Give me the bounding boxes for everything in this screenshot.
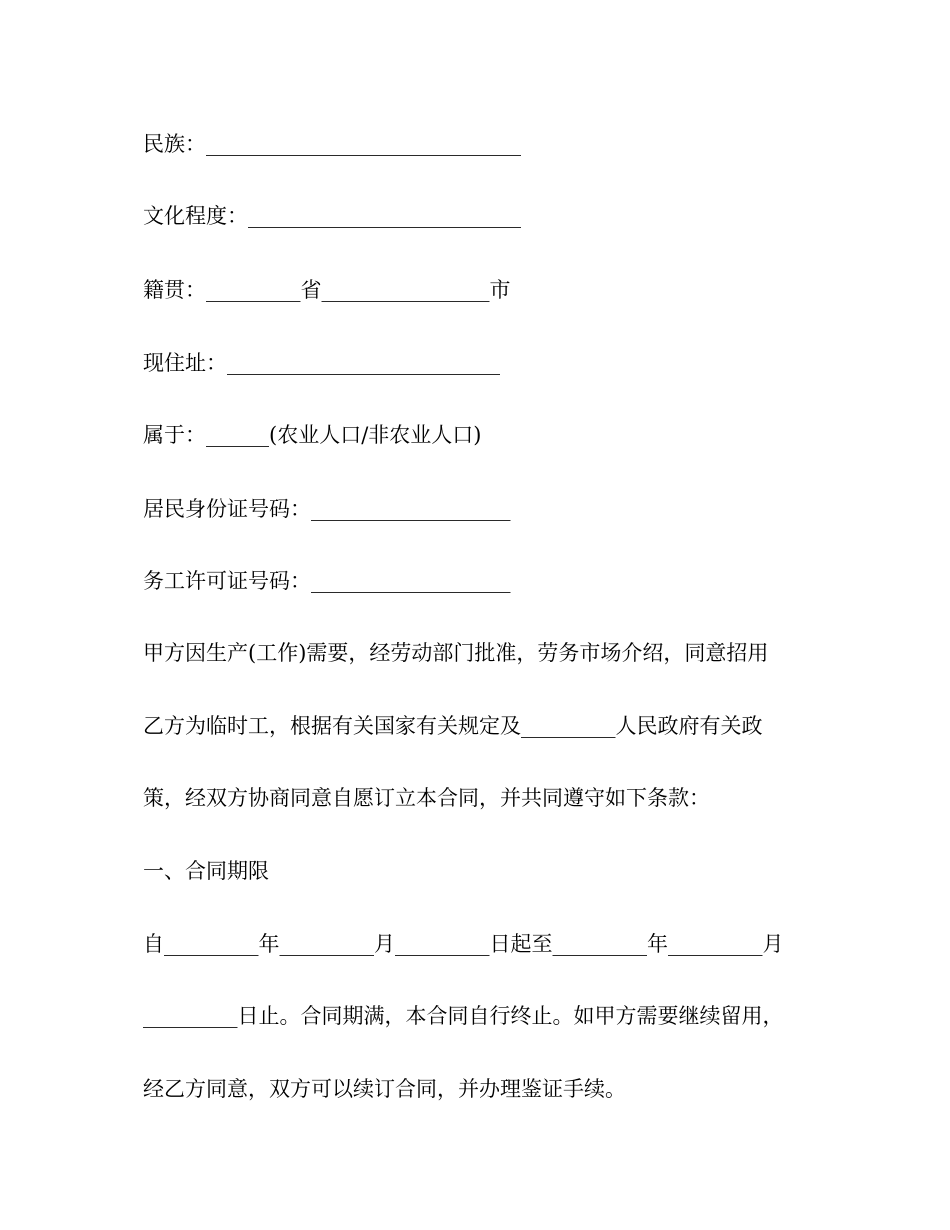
section-heading-contract-term: 一、合同期限: [143, 859, 269, 883]
field-native-place: 籍贯：_________省________________市: [143, 278, 511, 302]
field-work-permit: 务工许可证号码：___________________: [143, 569, 511, 593]
contract-term-line: 经乙方同意，双方可以续订合同，并办理鉴证手续。: [143, 1077, 626, 1101]
field-address: 现住址：__________________________: [143, 351, 500, 375]
contract-term-line: 自_________年_________月_________日起至_________年_________月: [143, 932, 784, 956]
field-education: 文化程度：__________________________: [143, 204, 521, 228]
field-id-number: 居民身份证号码：___________________: [143, 497, 511, 521]
contract-term-line: _________日止。合同期满，本合同自行终止。如甲方需要继续留用，: [143, 1004, 784, 1028]
body-paragraph-line: 甲方因生产(工作)需要，经劳动部门批准，劳务市场介绍，同意招用: [143, 641, 769, 665]
body-paragraph-line: 策，经双方协商同意自愿订立本合同，并共同遵守如下条款：: [143, 786, 710, 810]
body-paragraph-line: 乙方为临时工，根据有关国家有关规定及_________人民政府有关政: [143, 714, 763, 738]
field-household-type: 属于：______(农业人口/非农业人口): [143, 423, 482, 447]
field-ethnicity: 民族：______________________________: [143, 132, 521, 156]
